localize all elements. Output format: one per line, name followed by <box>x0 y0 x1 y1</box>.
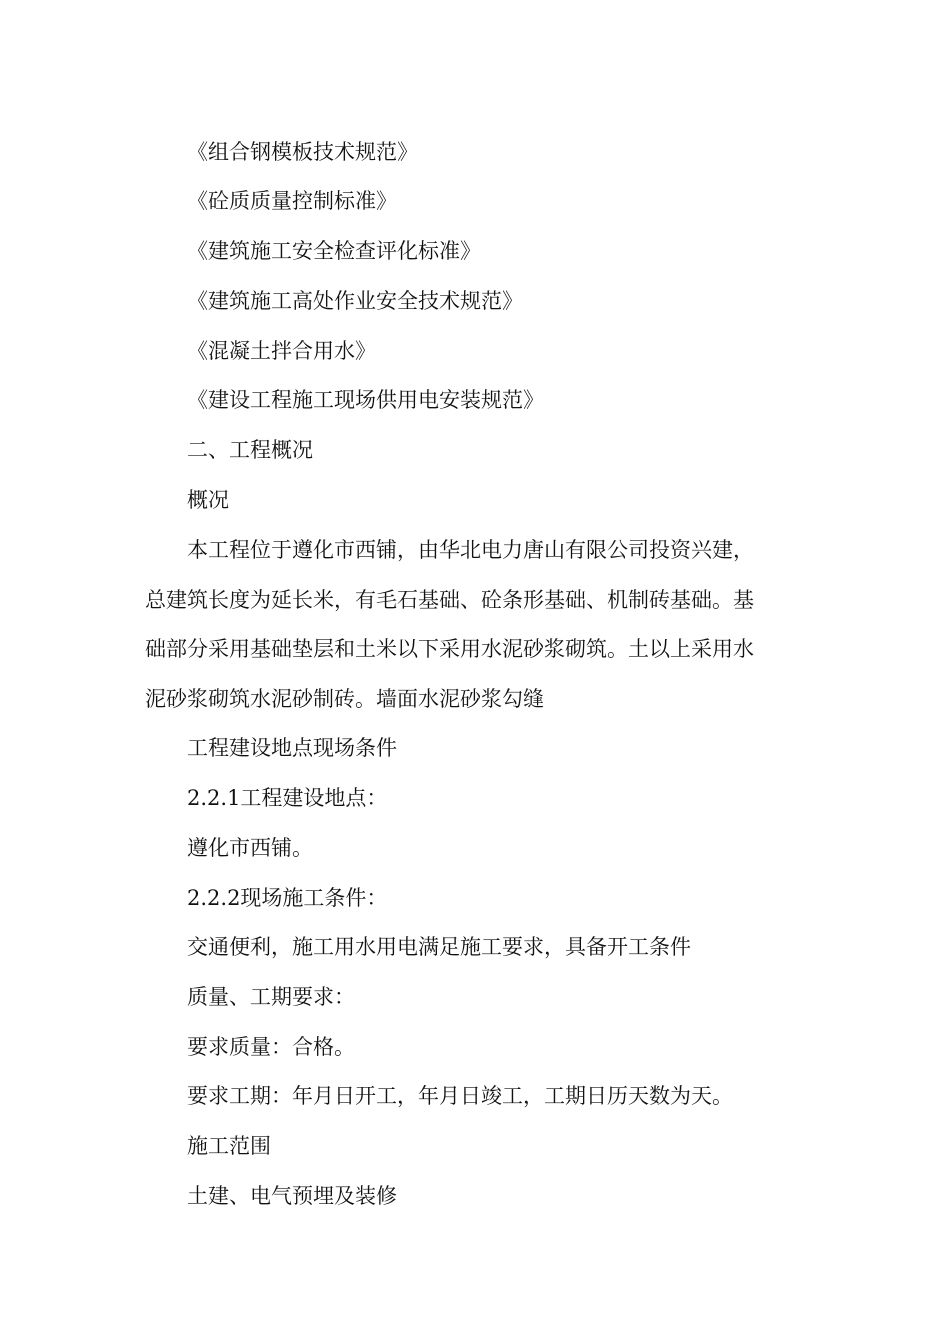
reference-item: 《建筑施工高处作业安全技术规范》 <box>187 289 523 313</box>
reference-item: 《混凝土拌合用水》 <box>187 339 376 363</box>
section-heading: 二、工程概况 <box>187 438 313 462</box>
scope-heading: 施工范围 <box>187 1134 271 1158</box>
reference-item: 《组合钢模板技术规范》 <box>187 140 418 164</box>
location-value: 遵化市西铺。 <box>187 836 313 860</box>
overview-paragraph-line: 总建筑长度为延长米，有毛石基础、砼条形基础、机制砖基础。基 <box>145 588 754 612</box>
schedule-requirement: 要求工期：年月日开工，年月日竣工，工期日历天数为天。 <box>187 1084 733 1108</box>
overview-paragraph-line: 泥砂浆砌筑水泥砂制砖。墙面水泥砂浆勾缝 <box>145 687 544 711</box>
reference-item: 《砼质质量控制标准》 <box>187 189 397 213</box>
overview-paragraph-line: 础部分采用基础垫层和土米以下采用水泥砂浆砌筑。土以上采用水 <box>145 637 754 661</box>
reference-item: 《建筑施工安全检查评化标准》 <box>187 239 481 263</box>
site-construction-value: 交通便利，施工用水用电满足施工要求，具备开工条件 <box>187 935 691 959</box>
site-construction-label: 2.2.2现场施工条件： <box>187 886 388 910</box>
overview-heading: 概况 <box>187 488 229 512</box>
quality-schedule-heading: 质量、工期要求： <box>187 985 355 1009</box>
quality-requirement: 要求质量：合格。 <box>187 1035 355 1059</box>
scope-value: 土建、电气预埋及装修 <box>187 1184 397 1208</box>
site-conditions-heading: 工程建设地点现场条件 <box>187 736 397 760</box>
overview-paragraph-line: 本工程位于遵化市西铺，由华北电力唐山有限公司投资兴建， <box>187 538 754 562</box>
reference-item: 《建设工程施工现场供用电安装规范》 <box>187 388 544 412</box>
location-label: 2.2.1工程建设地点： <box>187 786 388 810</box>
